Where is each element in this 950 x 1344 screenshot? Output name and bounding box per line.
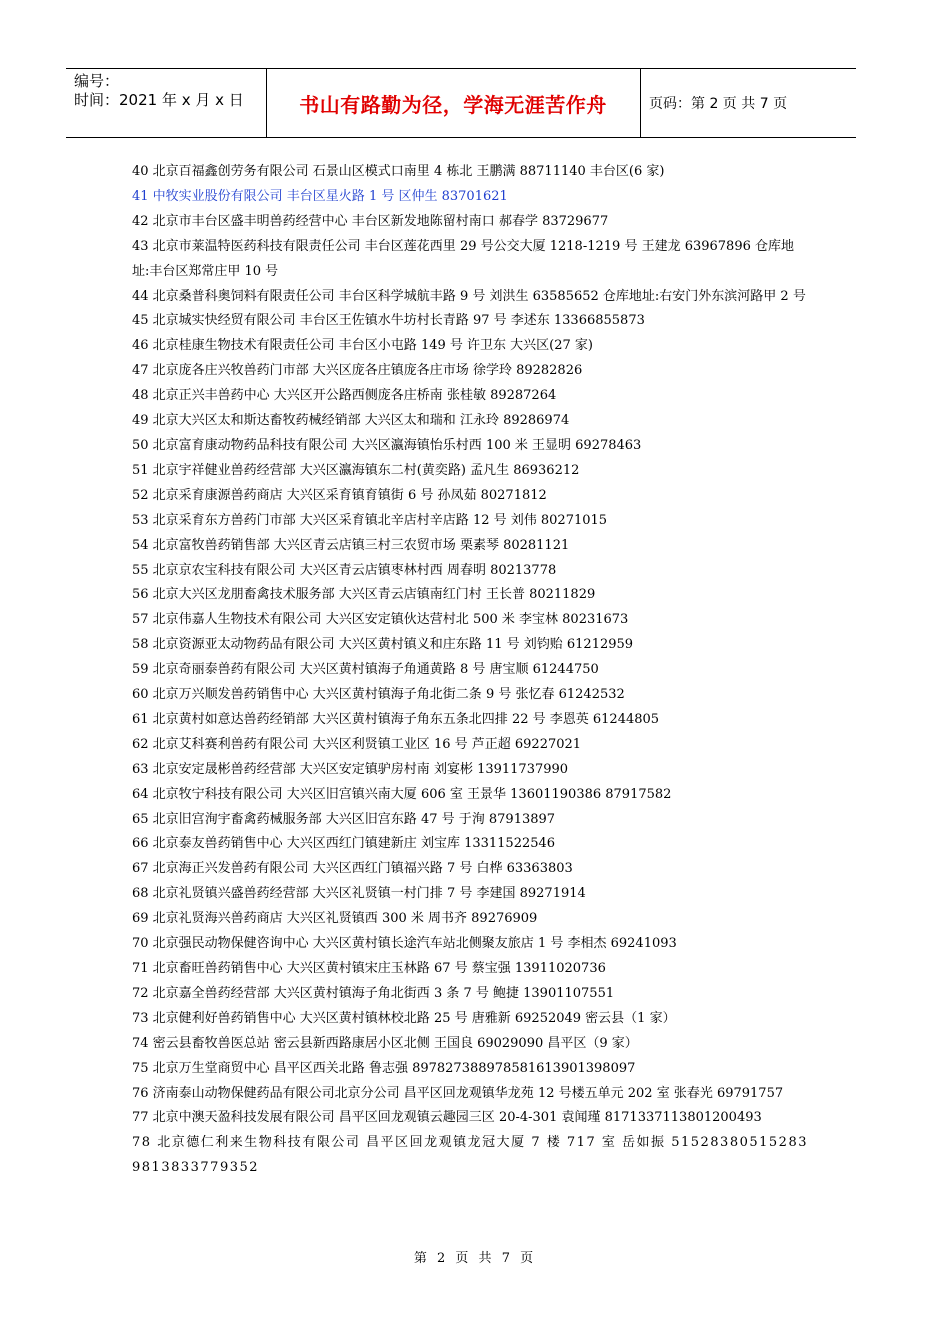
list-item: 70 北京强民动物保健咨询中心 大兴区黄村镇长途汽车站北侧聚友旅店 1 号 李相杰 69241093 (132, 936, 677, 952)
list-item: 53 北京采育东方兽药门市部 大兴区采育镇北辛店村辛店路 12 号 刘伟 80271015 (132, 512, 608, 528)
list-item: 76 济南泰山动物保健药品有限公司北京分公司 昌平区回龙观镇华龙苑 12 号楼五单元 202 室 张春光 69791757 (132, 1085, 784, 1101)
company-list (132, 160, 808, 1181)
header-meta-cell (66, 69, 267, 137)
list-item: 75 北京万生堂商贸中心 昌平区西关北路 鲁志强 8978273889785816139013980​97 (132, 1060, 636, 1076)
motto-text: 书山有路勤为径，学海无涯苦作舟 (299, 92, 607, 117)
list-item: 43 北京市莱温特医药科技有限责任公司 丰台区莲花西里 29 号公交大厦 1218-1219 号 王建龙 63967896 仓库地址:丰台区郑常庄甲 10 号 (132, 238, 795, 279)
list-item: 57 北京伟嘉人生物技术有限公司 大兴区安定镇伙达营村北 500 米 李宝林 80231673 (132, 612, 629, 628)
list-item: 46 北京桂康生物技术有限责任公司 丰台区小屯路 149 号 许卫东 大兴区(27 家) (132, 338, 593, 354)
list-item: 78 北京德仁利来生物科技有限公司 昌平区回龙观镇龙冠大厦 7 楼 717 室 岳如振 5152838051528398138337793​52 (132, 1135, 808, 1176)
header-page-number: 页码：第 2 页 共 7 页 (649, 96, 788, 112)
list-item: 51 北京宇祥健业兽药经营部 大兴区瀛海镇东二村(黄奕路) 孟凡生 86936212 (132, 462, 580, 478)
list-item: 69 北京礼贤海兴兽药商店 大兴区礼贤镇西 300 米 周书齐 89276909 (132, 911, 538, 927)
list-item: 40 北京百福鑫创劳务有限公司 石景山区模式口南里 4 栋北 王鹏满 88711140 丰台区(6 家) (132, 164, 665, 179)
list-item: 52 北京采育康源兽药商店 大兴区采育镇育镇街 6 号 孙凤茹 80271812 (132, 487, 547, 503)
list-item: 56 北京大兴区龙朋畜禽技术服务部 大兴区青云店镇南红门村 王长普 80211829 (132, 587, 596, 603)
list-item: 77 北京中澳天盈科技发展有限公司 昌平区回龙观镇云趣园三区 20-4-301 袁闻瑾 8171337113801200493 (132, 1110, 762, 1126)
header-motto-cell (266, 69, 641, 137)
header-page-cell (641, 69, 856, 137)
document-time: 时间：2021 年 x 月 x 日 (74, 91, 244, 109)
list-item: 65 北京旧宫洵宇畜禽药械服务部 大兴区旧宫东路 47 号 于洵 87913897 (132, 811, 556, 827)
list-item: 42 北京市丰台区盛丰明兽药经营中心 丰台区新发地陈留村南口 郝春学 83729677 (132, 213, 609, 229)
list-item: 45 北京城实快经贸有限公司 丰台区王佐镇水牛坊村长青路 97 号 李述东 13366855873 (132, 313, 645, 329)
list-item: 66 北京泰友兽药销售中心 大兴区西红门镇建新庄 刘宝库 13311522546 (132, 836, 556, 852)
list-item: 64 北京牧宁科技有限公司 大兴区旧宫镇兴南大厦 606 室 王景华 13601190386 87917582 (132, 786, 672, 802)
list-item: 55 北京京农宝科技有限公司 大兴区青云店镇枣林村西 周春明 80213778 (132, 562, 557, 578)
page-footer: 第 2 页 共 7 页 (413, 1251, 537, 1266)
document-header (66, 68, 856, 138)
list-item: 49 北京大兴区太和斯达畜牧药械经销部 大兴区太和瑞和 江永玲 89286974 (132, 413, 570, 429)
list-item: 71 北京畜旺兽药销售中心 大兴区黄村镇宋庄玉林路 67 号 蔡宝强 13911020736 (132, 961, 606, 976)
list-item-link[interactable]: 41 中牧实业股份有限公司 丰台区星火路 1 号 区仲生 83701621 (132, 188, 508, 204)
list-item: 58 北京资源亚太动物药品有限公司 大兴区黄村镇义和庄东路 11 号 刘钧贻 61212959 (132, 637, 634, 653)
list-item: 74 密云县畜牧兽医总站 密云县新西路康居小区北侧 王国良 69029090 昌平区（9 家） (132, 1035, 638, 1051)
list-item: 72 北京嘉全兽药经营部 大兴区黄村镇海子角北街西 3 条 7 号 鲍捷 13901107551 (132, 985, 615, 1001)
list-item: 50 北京富育康动物药品科技有限公司 大兴区瀛海镇怡乐村西 100 米 王显明 69278463 (132, 437, 642, 453)
list-item: 67 北京海正兴发兽药有限公司 大兴区西红门镇福兴路 7 号 白桦 63363803 (132, 861, 573, 877)
list-item: 60 北京万兴顺发兽药销售中心 大兴区黄村镇海子角北街二条 9 号 张忆春 61242532 (132, 687, 625, 703)
list-item: 59 北京奇丽泰兽药有限公司 大兴区黄村镇海子角通黄路 8 号 唐宝顺 61244750 (132, 662, 599, 678)
list-item: 73 北京健利好兽药销售中心 大兴区黄村镇林校北路 25 号 唐雅新 69252049 密云县（1 家） (132, 1010, 676, 1026)
list-item: 44 北京桑普科奥饲料有限责任公司 丰台区科学城航丰路 9 号 刘洪生 63585652 仓库地址:右安门外东滨河路甲 2 号 (132, 288, 806, 304)
list-item: 47 北京庞各庄兴牧兽药门市部 大兴区庞各庄镇庞各庄市场 徐学玲 89282826 (132, 363, 583, 379)
list-item: 54 北京富牧兽药销售部 大兴区青云店镇三村三农贸市场 栗素琴 80281121 (132, 537, 570, 553)
list-item: 61 北京黄村如意达兽药经销部 大兴区黄村镇海子角东五条北四排 22 号 李恩英 61244805 (132, 711, 660, 727)
list-item: 62 北京艾科赛利兽药有限公司 大兴区利贤镇工业区 16 号 芦正超 69227021 (132, 736, 582, 752)
list-item: 68 北京礼贤镇兴盛兽药经营部 大兴区礼贤镇一村门排 7 号 李建国 89271914 (132, 886, 586, 902)
list-item: 48 北京正兴丰兽药中心 大兴区开公路西侧庞各庄桥南 张桂敏 89287264 (132, 388, 557, 404)
list-item: 63 北京安定晟彬兽药经营部 大兴区安定镇驴房村南 刘宴彬 13911737990 (132, 761, 569, 777)
document-number-label: 编号： (74, 72, 120, 90)
